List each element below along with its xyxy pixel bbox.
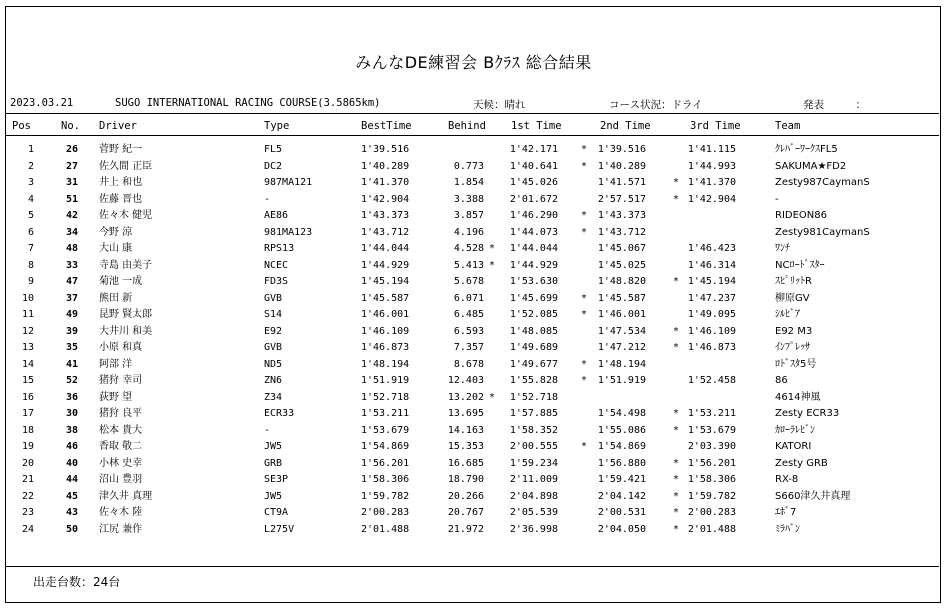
cell-behind: 15.353	[447, 441, 484, 452]
cell-t2: 1'45.587	[597, 292, 646, 304]
cell-best: 1'41.370	[361, 177, 410, 188]
cell-driver: 松本 貴大	[99, 424, 143, 436]
cell-driver: 菅野 紀一	[99, 144, 143, 155]
frame-right-border	[940, 6, 941, 603]
cell-t1: 2'11.009	[509, 474, 558, 485]
cell-no: 34	[65, 226, 78, 238]
cell-type: 987MA121	[264, 177, 313, 188]
cell-t1: 1'49.677	[509, 358, 558, 370]
cell-driver: 大井川 和美	[99, 325, 153, 337]
cell-t3: 1'52.458	[687, 375, 736, 386]
cell-m1: *	[580, 144, 588, 155]
cell-pos: 8	[27, 259, 34, 271]
cell-team: ﾐﾗﾊﾞﾝ	[775, 523, 800, 535]
cell-t1: 1'46.290	[509, 210, 558, 221]
cell-m2: *	[672, 325, 680, 337]
cell-type: AE86	[264, 210, 289, 221]
col-header-no: No.	[61, 120, 80, 132]
cell-team: Zesty GRB	[775, 457, 828, 469]
cell-no: 36	[65, 391, 78, 403]
cell-no: 30	[65, 408, 78, 419]
cell-no: 48	[65, 243, 78, 254]
cell-driver: 猪狩 幸司	[99, 375, 143, 386]
cell-team: ｲﾝﾌﾟﾚｯｻ	[775, 342, 810, 353]
cell-behind: 13.202	[447, 391, 484, 403]
cell-pos: 10	[21, 292, 34, 304]
cell-m1: *	[580, 358, 588, 370]
cell-no: 41	[65, 358, 78, 370]
cell-pos: 1	[27, 144, 34, 155]
frame-bottom-border	[5, 602, 940, 603]
cell-pos: 3	[27, 177, 34, 188]
cell-driver: 今野 涼	[99, 226, 133, 238]
cell-best: 1'51.919	[361, 375, 410, 386]
cell-pos: 13	[21, 342, 34, 353]
cell-type: -	[264, 424, 271, 436]
cell-pos: 19	[21, 441, 34, 452]
cell-t2: 1'40.289	[597, 160, 646, 172]
cell-best: 1'45.587	[361, 292, 410, 304]
cell-team: 柳原GV	[775, 292, 810, 304]
cell-type: ECR33	[264, 408, 295, 419]
cell-driver: 荻野 望	[99, 391, 133, 403]
col-header-driver: Driver	[99, 120, 137, 132]
cell-type: 981MA123	[264, 226, 313, 238]
event-date: 2023.03.21	[10, 97, 74, 109]
cell-team: ｴﾎﾞ7	[775, 507, 797, 518]
cell-behind: 6.485	[453, 309, 484, 320]
cell-m2: *	[672, 507, 680, 518]
cell-t2: 1'47.534	[597, 325, 646, 337]
cell-t2: 2'04.050	[597, 523, 646, 535]
cell-behind: 6.593	[453, 325, 484, 337]
cell-behind: 1.854	[453, 177, 484, 188]
cell-team: NCﾛｰﾄﾞｽﾀｰ	[775, 259, 825, 271]
weather: 天候：晴れ	[473, 99, 526, 111]
cell-pos: 14	[21, 358, 34, 370]
cell-m2: *	[672, 342, 680, 353]
cell-t2: 1'55.086	[597, 424, 646, 436]
cell-t1: 1'45.699	[509, 292, 558, 304]
cell-m2: *	[672, 177, 680, 188]
cell-t3: 1'46.873	[687, 342, 736, 353]
cell-t1: 1'52.085	[509, 309, 558, 320]
cell-m1: *	[580, 375, 588, 386]
page-title: みんなDE練習会 Bｸﾗｽ 総合結果	[355, 53, 592, 72]
cell-behind: 6.071	[453, 292, 484, 304]
announce-time: 発表 ：	[803, 99, 866, 111]
cell-t2: 1'43.373	[597, 210, 646, 221]
cell-driver: 佐久間 正臣	[99, 160, 153, 172]
cell-driver: 津久井 真理	[99, 490, 153, 502]
cell-t3: 1'41.370	[687, 177, 736, 188]
cell-best: 1'46.109	[361, 325, 410, 337]
cell-m2: *	[672, 193, 680, 205]
cell-type: NCEC	[264, 259, 289, 271]
cell-behind: 20.266	[447, 490, 484, 502]
cell-behind: 3.857	[453, 210, 484, 221]
cell-t1: 1'59.234	[509, 457, 558, 469]
cell-behind: 13.695	[447, 408, 484, 419]
cell-type: ND5	[264, 358, 283, 370]
cell-pos: 11	[21, 309, 34, 320]
cell-team: ｽﾋﾟﾘｯﾄR	[775, 276, 812, 287]
cell-behind: 5.678	[453, 276, 484, 287]
cell-t2: 2'57.517	[597, 193, 646, 205]
cell-t1: 1'53.630	[509, 276, 558, 287]
cell-t3: 1'59.782	[687, 490, 736, 502]
cell-type: GVB	[264, 292, 283, 304]
cell-m2: *	[672, 276, 680, 287]
cell-no: 37	[65, 292, 78, 304]
cell-t1: 1'58.352	[509, 424, 558, 436]
cell-t2: 1'45.067	[597, 243, 646, 254]
cell-t2: 1'45.025	[597, 259, 646, 271]
cell-type: FD3S	[264, 276, 289, 287]
cell-team: RX-8	[775, 474, 799, 485]
cell-m2: *	[672, 424, 680, 436]
cell-no: 42	[65, 210, 78, 221]
cell-behind: 0.773	[453, 160, 484, 172]
cell-pos: 4	[27, 193, 34, 205]
cell-t3: 2'00.283	[687, 507, 736, 518]
cell-behind: 8.678	[453, 358, 484, 370]
cell-best: 1'48.194	[361, 358, 410, 370]
cell-type: -	[264, 193, 271, 205]
cell-driver: 寺島 由美子	[99, 259, 153, 271]
cell-pos: 15	[21, 375, 34, 386]
cell-type: DC2	[264, 160, 283, 172]
cell-t1: 1'44.044	[509, 243, 558, 254]
cell-type: GVB	[264, 342, 283, 353]
cell-behind: 14.163	[447, 424, 484, 436]
cell-behind: 5.413	[453, 259, 484, 271]
cell-t3: 1'53.679	[687, 424, 736, 436]
cell-m2: *	[672, 408, 680, 419]
cell-t3: 1'49.095	[687, 309, 736, 320]
cell-t3: 2'03.390	[687, 441, 736, 452]
cell-pos: 16	[21, 391, 34, 403]
cell-t1: 1'42.171	[509, 144, 558, 155]
frame-top-border	[5, 6, 940, 7]
cell-best: 1'59.782	[361, 490, 410, 502]
cell-behind: 20.767	[447, 507, 484, 518]
cell-best: 1'40.289	[361, 160, 410, 172]
col-header-2nd: 2nd Time	[600, 120, 651, 132]
cell-driver: 沼山 豊羽	[99, 474, 143, 485]
cell-no: 40	[65, 457, 78, 469]
cell-pos: 12	[21, 325, 34, 337]
cell-t3: 1'46.423	[687, 243, 736, 254]
cell-t3: 2'01.488	[687, 523, 736, 535]
cell-no: 51	[65, 193, 78, 205]
cell-t3: 1'46.109	[687, 325, 736, 337]
cell-behind: 12.403	[447, 375, 484, 386]
cell-m2: *	[672, 523, 680, 535]
cell-team: Zesty ECR33	[775, 408, 840, 419]
cell-no: 46	[65, 441, 78, 452]
cell-team: Zesty987CaymanS	[775, 177, 870, 188]
cell-t3: 1'58.306	[687, 474, 736, 485]
cell-t1: 1'40.641	[509, 160, 558, 172]
cell-driver: 小林 史幸	[99, 457, 143, 469]
cell-t2: 1'48.194	[597, 358, 646, 370]
cell-t2: 2'00.531	[597, 507, 646, 518]
cell-type: ZN6	[264, 375, 283, 386]
cell-t2: 1'48.820	[597, 276, 646, 287]
cell-best: 1'43.373	[361, 210, 410, 221]
cell-m1: *	[580, 160, 588, 172]
cell-team: ｶﾛｰﾗﾚﾋﾞﾝ	[775, 424, 815, 436]
cell-behind: 4.196	[453, 226, 484, 238]
col-header-1st: 1st Time	[511, 120, 562, 132]
cell-t2: 1'46.001	[597, 309, 646, 320]
cell-pos: 17	[21, 408, 34, 419]
cell-no: 43	[65, 507, 78, 518]
cell-t2: 1'56.880	[597, 457, 646, 469]
cell-t3: 1'45.194	[687, 276, 736, 287]
cell-team: KATORI	[775, 441, 812, 452]
cell-type: JW5	[264, 490, 283, 502]
cell-t1: 1'55.828	[509, 375, 558, 386]
cell-type: GRB	[264, 457, 283, 469]
cell-t2: 2'04.142	[597, 490, 646, 502]
cell-pos: 6	[27, 226, 34, 238]
frame-left-border	[5, 6, 6, 603]
cell-driver: 大山 康	[99, 243, 133, 254]
cell-t1: 2'01.672	[509, 193, 558, 205]
cell-pos: 23	[21, 507, 34, 518]
cell-behind: 21.972	[447, 523, 484, 535]
cell-driver: 佐藤 晋也	[99, 193, 143, 205]
cell-pos: 7	[27, 243, 34, 254]
cell-pos: 5	[27, 210, 34, 221]
cell-t2: 1'41.571	[597, 177, 646, 188]
cell-team: 86	[775, 375, 788, 386]
cell-no: 26	[65, 144, 78, 155]
cell-t1: 1'52.718	[509, 391, 558, 403]
cell-t3: 1'46.314	[687, 259, 736, 271]
cell-best: 1'58.306	[361, 474, 410, 485]
cell-t3: 1'42.904	[687, 193, 736, 205]
cell-type: Z34	[264, 391, 283, 403]
cell-t2: 1'47.212	[597, 342, 646, 353]
cell-best: 1'56.201	[361, 457, 410, 469]
cell-driver: 熊田 新	[99, 292, 133, 304]
cell-type: S14	[264, 309, 283, 320]
cell-no: 39	[65, 325, 78, 337]
cell-best: 1'46.001	[361, 309, 410, 320]
cell-best: 2'00.283	[361, 507, 410, 518]
cell-bm: *	[488, 259, 496, 271]
cell-team: -	[775, 193, 779, 205]
cell-behind: 7.357	[453, 342, 484, 353]
cell-t1: 2'05.539	[509, 507, 558, 518]
cell-m2: *	[672, 457, 680, 469]
cell-bm: *	[488, 391, 496, 403]
cell-pos: 24	[21, 523, 34, 535]
cell-m1: *	[580, 441, 588, 452]
cell-best: 1'53.679	[361, 424, 410, 436]
cell-t1: 2'04.898	[509, 490, 558, 502]
cell-t1: 1'45.026	[509, 177, 558, 188]
cell-no: 45	[65, 490, 78, 502]
cell-pos: 2	[27, 160, 34, 172]
cell-type: E92	[264, 325, 283, 337]
cell-t2: 1'54.498	[597, 408, 646, 419]
cell-team: S660津久井真理	[775, 490, 851, 502]
cell-best: 1'42.904	[361, 193, 410, 205]
cell-team: ﾛﾄﾞｽﾀ5号	[775, 358, 817, 370]
cell-t3: 1'47.237	[687, 292, 736, 304]
course-name: SUGO INTERNATIONAL RACING COURSE(3.5865km)	[115, 97, 381, 109]
cell-pos: 22	[21, 490, 34, 502]
cell-no: 47	[65, 276, 78, 287]
cell-t3: 1'41.115	[687, 144, 736, 155]
cell-m1: *	[580, 210, 588, 221]
cell-pos: 21	[21, 474, 34, 485]
cell-driver: 小原 和真	[99, 342, 143, 353]
cell-t1: 2'36.998	[509, 523, 558, 535]
cell-team: RIDEON86	[775, 210, 827, 221]
cell-best: 1'46.873	[361, 342, 410, 353]
entry-count: 出走台数：24台	[33, 575, 121, 589]
cell-team: E92 M3	[775, 325, 813, 337]
col-header-3rd: 3rd Time	[690, 120, 741, 132]
cell-t1: 1'44.929	[509, 259, 558, 271]
cell-behind: 18.790	[447, 474, 484, 485]
cell-best: 1'54.869	[361, 441, 410, 452]
cell-t2: 1'59.421	[597, 474, 646, 485]
cell-no: 35	[65, 342, 78, 353]
cell-t2: 1'51.919	[597, 375, 646, 386]
cell-t2: 1'54.869	[597, 441, 646, 452]
cell-driver: 阿部 洋	[99, 358, 133, 370]
cell-driver: 昆野 賢太郎	[99, 309, 153, 320]
cell-behind: 4.528	[453, 243, 484, 254]
cell-best: 1'44.929	[361, 259, 410, 271]
cell-team: 4614神風	[775, 391, 821, 403]
col-header-type: Type	[264, 120, 290, 132]
cell-driver: 佐々木 健児	[99, 210, 153, 221]
cell-best: 1'53.211	[361, 408, 410, 419]
course-condition: コース状況：ドライ	[609, 99, 703, 111]
cell-team: ｼﾙﾋﾞｱ	[775, 309, 800, 320]
cell-bm: *	[488, 243, 496, 254]
cell-driver: 井上 和也	[99, 177, 143, 188]
cell-driver: 菊池 一成	[99, 276, 143, 287]
cell-type: CT9A	[264, 507, 289, 518]
header-top-divider	[6, 113, 939, 114]
cell-best: 1'45.194	[361, 276, 410, 287]
header-bottom-divider	[6, 135, 939, 136]
cell-behind: 16.685	[447, 457, 484, 469]
cell-no: 49	[65, 309, 78, 320]
footer-divider	[6, 566, 939, 567]
cell-behind: 3.388	[453, 193, 484, 205]
cell-team: ｸﾚﾊﾞｰﾜｰｸｽFL5	[775, 144, 838, 155]
cell-no: 31	[65, 177, 78, 188]
cell-m2: *	[672, 474, 680, 485]
cell-t2: 1'39.516	[597, 144, 646, 155]
cell-best: 1'52.718	[361, 391, 410, 403]
cell-type: JW5	[264, 441, 283, 452]
cell-t1: 1'49.689	[509, 342, 558, 353]
cell-m1: *	[580, 292, 588, 304]
col-header-behind: Behind	[448, 120, 486, 132]
cell-team: SAKUMA★FD2	[775, 160, 847, 172]
cell-m1: *	[580, 309, 588, 320]
cell-type: L275V	[264, 523, 295, 535]
cell-best: 1'39.516	[361, 144, 410, 155]
cell-best: 2'01.488	[361, 523, 410, 535]
cell-no: 50	[65, 523, 78, 535]
cell-m1: *	[580, 226, 588, 238]
cell-no: 33	[65, 259, 78, 271]
cell-team: Zesty981CaymanS	[775, 226, 870, 238]
cell-type: SE3P	[264, 474, 289, 485]
cell-driver: 江尻 兼作	[99, 523, 143, 535]
col-header-best: BestTime	[361, 120, 412, 132]
cell-t3: 1'56.201	[687, 457, 736, 469]
cell-driver: 猪狩 良平	[99, 408, 143, 419]
cell-type: FL5	[264, 144, 283, 155]
cell-no: 44	[65, 474, 78, 485]
cell-best: 1'43.712	[361, 226, 410, 238]
cell-t1: 1'44.073	[509, 226, 558, 238]
cell-no: 27	[65, 160, 78, 172]
cell-t1: 2'00.555	[509, 441, 558, 452]
cell-pos: 18	[21, 424, 34, 436]
cell-pos: 9	[27, 276, 34, 287]
cell-team: ﾜﾝﾁ	[775, 243, 790, 254]
cell-pos: 20	[21, 457, 34, 469]
cell-no: 38	[65, 424, 78, 436]
cell-driver: 佐々木 陸	[99, 507, 143, 518]
cell-t2: 1'43.712	[597, 226, 646, 238]
cell-t1: 1'48.085	[509, 325, 558, 337]
col-header-team: Team	[775, 120, 801, 132]
cell-best: 1'44.044	[361, 243, 410, 254]
cell-t3: 1'44.993	[687, 160, 736, 172]
col-header-pos: Pos	[12, 120, 31, 132]
cell-t3: 1'53.211	[687, 408, 736, 419]
cell-driver: 香取 敬二	[99, 441, 143, 452]
cell-t1: 1'57.885	[509, 408, 558, 419]
cell-m2: *	[672, 490, 680, 502]
cell-type: RPS13	[264, 243, 295, 254]
cell-no: 52	[65, 375, 78, 386]
